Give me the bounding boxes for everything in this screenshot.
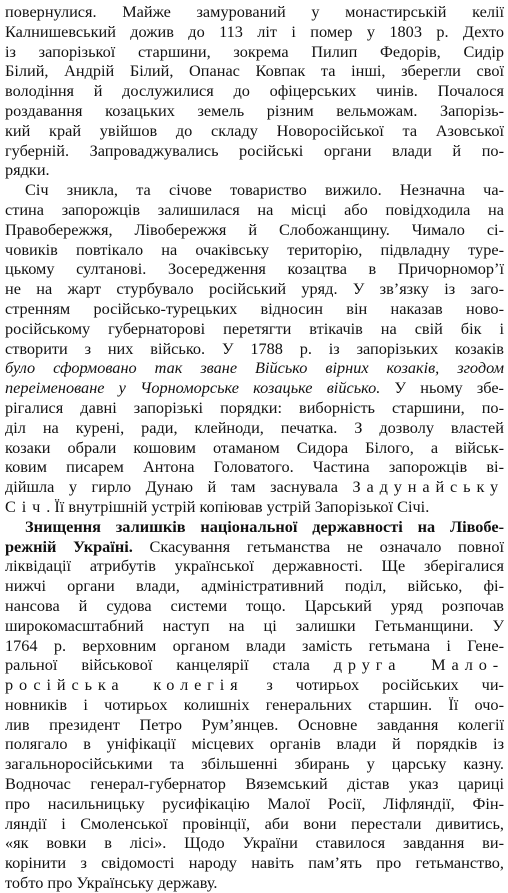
text-line (5, 576, 504, 596)
body-text: Калнишевський дожив до 113 літ і помер у 1803 р. Дехто (5, 21, 504, 41)
text-line (5, 833, 504, 853)
body-text: губерній. Запроваджувались російські органи влади й по- (5, 140, 504, 160)
text-line (5, 42, 504, 62)
spaced-emphasis-text: друга Мало- (333, 655, 504, 675)
text-line (5, 438, 504, 458)
text-line (5, 814, 504, 834)
text-line (5, 418, 504, 438)
text-line (5, 556, 504, 576)
text-line (5, 794, 504, 814)
text-line (5, 101, 504, 121)
text-line (5, 774, 504, 794)
spaced-emphasis-text: Січ (5, 496, 47, 516)
body-text: з чотирьох російських чи- (243, 675, 504, 695)
text-line (5, 22, 504, 42)
body-text: дійшла у гирло Дунаю й там заснувала (5, 477, 353, 497)
body-text: широкомасштабний наступ на ці залишки Гетьманщини. У (5, 615, 504, 635)
body-text: корінити з свідомості народу навіть пам’ять про гетьманство, (5, 853, 504, 873)
text-line (5, 61, 504, 81)
body-text: човиків повтікало на очаківську територію, підвладну туре- (5, 239, 504, 259)
body-text: російському губернаторові перетягти втікачів на свій бік і (5, 318, 504, 338)
body-text: стина запорожців залишилася на місці або повідходила на (5, 199, 504, 219)
body-text: роздавання козацьких земель різним вельможам. Запорізь- (5, 100, 504, 120)
text-line (5, 141, 504, 161)
body-text: повернулися. Майже замурований у монастирській келії (5, 2, 504, 21)
text-line (5, 457, 504, 477)
text-line (5, 596, 504, 616)
text-line (5, 675, 504, 695)
body-text: рігалися давні запорізькі порядки: виборність старшини, по- (5, 397, 504, 417)
italic-text: переіменоване у Чорноморське козацьке військо. (5, 378, 381, 398)
text-line (5, 358, 504, 378)
body-text: У ньому збе- (380, 378, 504, 398)
text-line (5, 853, 504, 873)
body-text: стренням російсько-турецьких відносин він наказав ново- (5, 298, 504, 318)
body-text: цькому султанові. Зосередження козацтва в Причорномор’ї (5, 259, 504, 279)
body-text: нансова й судова системи тощо. Царський уряд розпочав (5, 595, 504, 615)
text-line (5, 299, 504, 319)
body-text: із запорізької старшини, зокрема Пилип Федорів, Сидір (5, 41, 504, 61)
text-line (5, 754, 504, 774)
text-line (5, 160, 504, 180)
text-line (5, 873, 504, 893)
body-text: про насильницьку русифікацію Малої Росії, Ліфляндії, Фін- (5, 793, 504, 813)
body-text: тобто про Українську державу. (5, 873, 218, 893)
body-text: новників і чотирьох колишніх генеральних старшин. Її очо- (5, 694, 504, 714)
spaced-emphasis-text: російська колегія (5, 675, 244, 695)
text-line (5, 81, 504, 101)
body-text: кий край увійшов до складу Новоросійської та Азовської (5, 120, 504, 140)
text-line (5, 517, 504, 537)
text-line (5, 378, 504, 398)
body-text: Скасування гетьманства не означало повної (132, 536, 504, 556)
text-line (5, 339, 504, 359)
text-line (5, 200, 504, 220)
text-line (5, 279, 504, 299)
text-line (5, 655, 504, 675)
text-line (5, 537, 504, 557)
text-line (5, 259, 504, 279)
text-line (5, 240, 504, 260)
text-line (5, 121, 504, 141)
text-line (5, 319, 504, 339)
body-text: створити з них військо. У 1788 р. із запорізьких козаків (5, 338, 504, 358)
body-text: полягало в уніфікації місцевих органів влади й порядків із (5, 734, 504, 754)
body-text: лив президент Петро Рум’янцев. Основне завдання колегії (5, 714, 504, 734)
body-text: Правобережжя, Лівобережжя й Слобожанщину. Чимало сі- (5, 219, 504, 239)
body-text: ляндії і Смоленської провінції, аби вони перестали дивитись, (5, 813, 504, 833)
italic-text: було сформовано так зване Військо вірних козаків, згодом (5, 358, 504, 378)
body-text: Водночас генерал-губернатор Вяземський дістав указ цариці (5, 774, 504, 794)
text-line (5, 2, 504, 22)
section-heading-text: Знищення залишків національної державності на Лівобе- (25, 516, 504, 536)
body-text: «як вовки в лісі». Щодо України ставилося завдання ви- (5, 833, 504, 853)
body-text: Січ зникла, та січове товариство вижило. Незначна ча- (25, 180, 504, 200)
text-line (5, 695, 504, 715)
body-text: ліквідації атрибутів української державності. Ще зберігалися (5, 556, 504, 576)
body-text: не на жарт стурбувало російський уряд. У зв’язку із заго- (5, 279, 504, 299)
body-text: ковим писарем Антона Головатого. Частина запорожців ві- (5, 457, 504, 477)
section-heading-text: режній Україні. (5, 536, 133, 556)
text-line (5, 734, 504, 754)
text-line (5, 636, 504, 656)
text-line (5, 497, 504, 517)
text-line (5, 715, 504, 735)
text-line (5, 477, 504, 497)
spaced-emphasis-text: Задунайську (352, 477, 504, 497)
text-line (5, 180, 504, 200)
body-text: Білий, Андрій Білий, Опанас Ковпак та інші, зберегли свої (5, 61, 504, 81)
text-line (5, 616, 504, 636)
body-text: . Її внутрішній устрій копіював устрій Запорізької Січі. (46, 496, 430, 516)
body-text: володіння й дослужилися до офіцерських чинів. Почалося (5, 81, 504, 101)
body-text: козаки обрали кошовим отаманом Сидора Білого, а військ- (5, 437, 504, 457)
body-text: нижчі органи влади, адміністративний поділ, військо, фі- (5, 576, 504, 596)
body-text: ральної військової канцелярії стала (5, 655, 334, 675)
body-text: діл на курені, ради, клейноди, печатка. З дозволу властей (5, 417, 504, 437)
body-text: 1764 р. верховним органом влади замість гетьмана і Гене- (5, 635, 504, 655)
body-text: рядки. (5, 160, 50, 180)
text-line (5, 220, 504, 240)
text-line (5, 398, 504, 418)
body-text: загальноросійськими та збільшенні збирань у царську казну. (5, 754, 504, 774)
